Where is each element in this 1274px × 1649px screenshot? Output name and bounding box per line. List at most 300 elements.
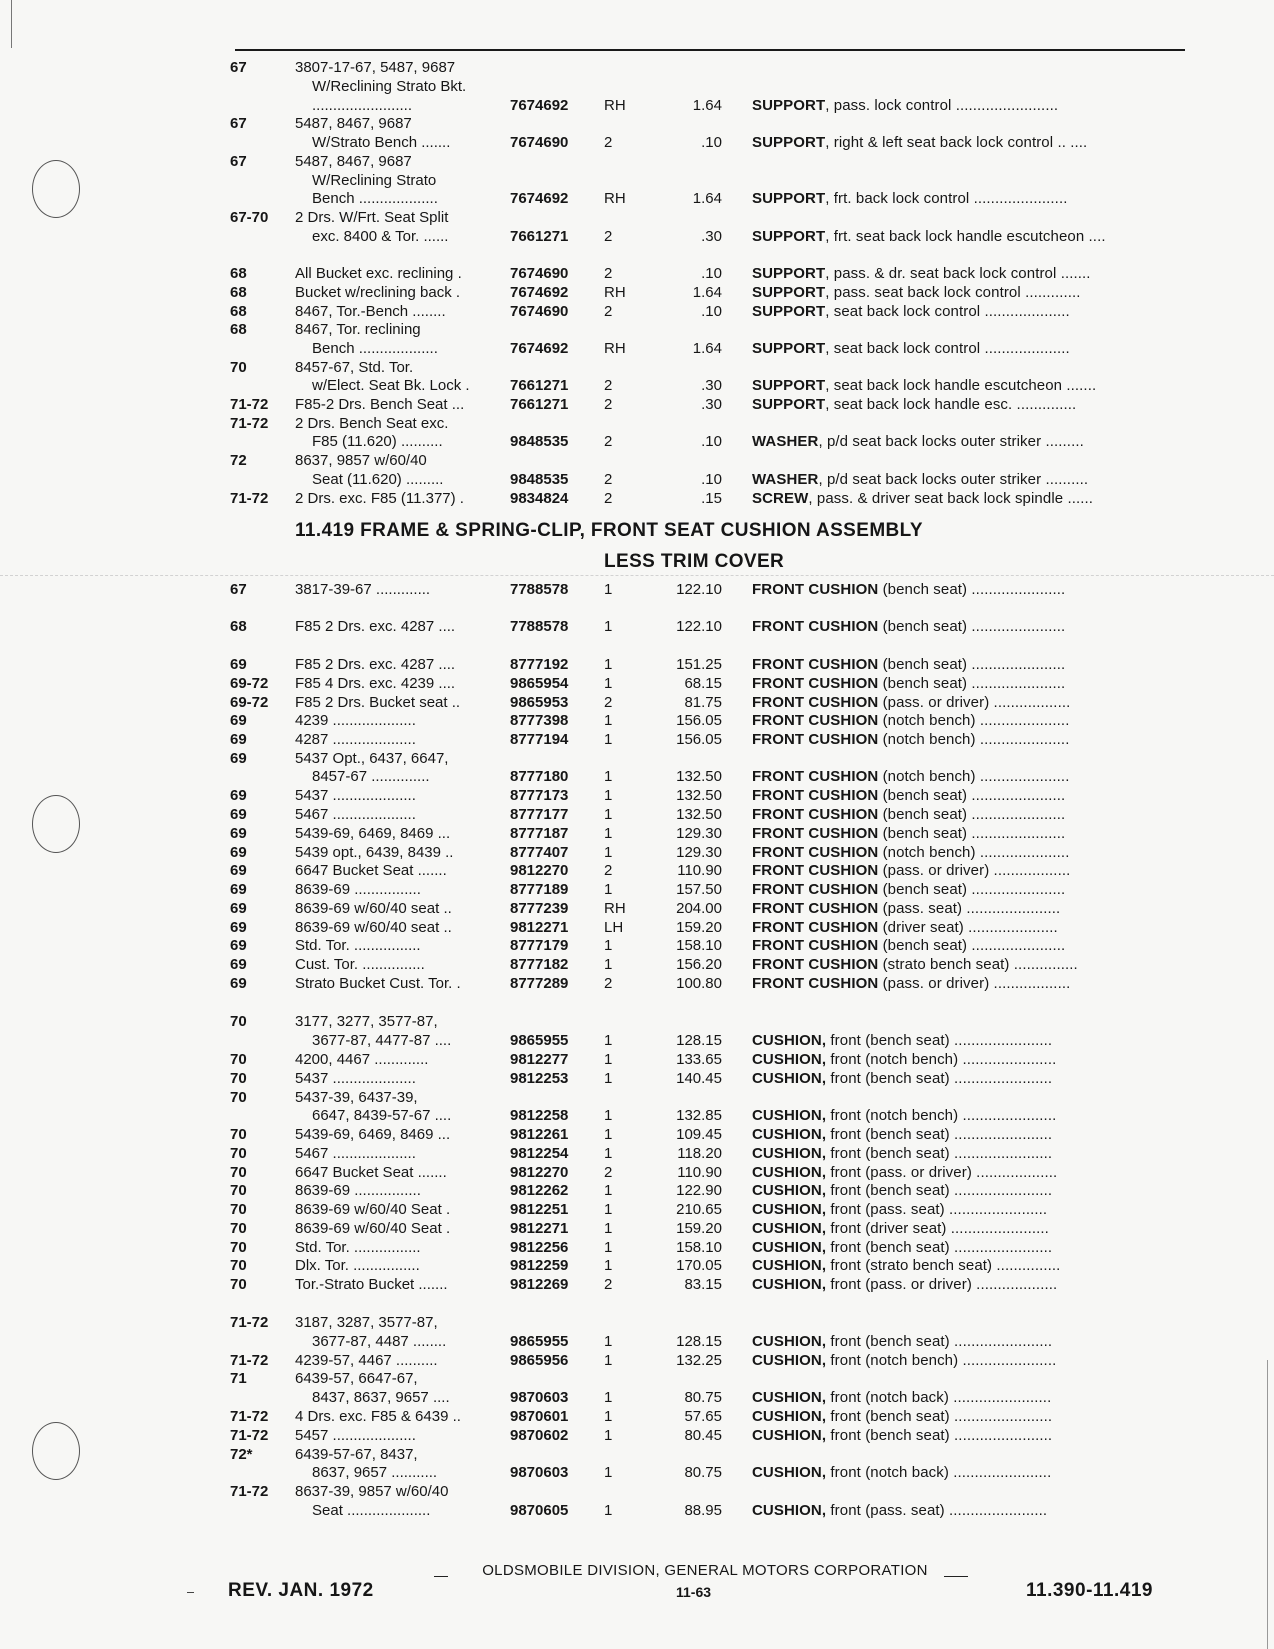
model-year: 69 — [230, 825, 247, 842]
part-description — [752, 918, 1058, 937]
parts-row — [0, 152, 1274, 171]
model-applicability: F85 2 Drs. exc. 4287 .... — [295, 656, 456, 673]
part-name: CUSHION, — [752, 1164, 827, 1181]
part-description — [752, 96, 1058, 115]
quantity: 1 — [604, 712, 613, 729]
part-name: CUSHION, — [752, 1464, 827, 1481]
model-year: 69 — [230, 975, 247, 992]
part-detail: (bench seat) ...................... — [878, 656, 1066, 673]
list-price: 157.50 — [676, 881, 722, 898]
part-name: FRONT CUSHION — [752, 806, 879, 823]
model-applicability: 8457-67 .............. — [312, 768, 430, 785]
part-name: FRONT CUSHION — [752, 712, 879, 729]
part-detail: (pass. seat) ...................... — [878, 900, 1061, 917]
parts-row — [0, 96, 1274, 115]
part-number: 7674692 — [510, 190, 569, 207]
model-applicability: Bucket w/reclining back . — [295, 284, 461, 301]
part-name: CUSHION, — [752, 1051, 827, 1068]
quantity: 2 — [604, 303, 613, 320]
quantity: 1 — [604, 1051, 613, 1068]
part-detail: front (bench seat) ....................... — [826, 1333, 1053, 1350]
model-applicability: 3677-87, 4487 ........ — [312, 1333, 447, 1350]
parts-row — [0, 1445, 1274, 1464]
quantity: 2 — [604, 1164, 613, 1181]
quantity: 1 — [604, 1389, 613, 1406]
quantity: 2 — [604, 975, 613, 992]
quantity: 2 — [604, 471, 613, 488]
list-price: 132.50 — [676, 787, 722, 804]
quantity: 1 — [604, 806, 613, 823]
quantity: 1 — [604, 1408, 613, 1425]
part-description — [752, 767, 1069, 786]
quantity: 1 — [604, 1220, 613, 1237]
part-description — [752, 1106, 1056, 1125]
quantity: 1 — [604, 1257, 613, 1274]
part-description — [752, 786, 1065, 805]
parts-row — [0, 1012, 1274, 1031]
model-applicability: Cust. Tor. ............... — [295, 956, 425, 973]
quantity: 1 — [604, 675, 613, 692]
part-number: 7674690 — [510, 303, 569, 320]
part-name: CUSHION, — [752, 1427, 827, 1444]
parts-row — [0, 1256, 1274, 1275]
parts-row — [0, 1332, 1274, 1351]
model-year: 70 — [230, 1239, 247, 1256]
part-number: 7661271 — [510, 377, 569, 394]
parts-row — [0, 1388, 1274, 1407]
part-detail: (bench seat) ...................... — [878, 618, 1066, 635]
part-description — [752, 227, 1106, 246]
model-applicability: 8467, Tor.-Bench ........ — [295, 303, 446, 320]
part-number: 8777179 — [510, 937, 569, 954]
part-number: 8777180 — [510, 768, 569, 785]
part-detail: front (pass. seat) ....................... — [826, 1502, 1048, 1519]
part-description — [752, 880, 1065, 899]
part-description — [752, 1275, 1057, 1294]
quantity: LH — [604, 919, 624, 936]
model-year: 70 — [230, 1164, 247, 1181]
list-price: 88.95 — [684, 1502, 722, 1519]
part-name: FRONT CUSHION — [752, 581, 879, 598]
part-number: 9848535 — [510, 471, 569, 488]
model-applicability: 2 Drs. exc. F85 (11.377) . — [295, 490, 464, 507]
part-number: 8777194 — [510, 731, 569, 748]
part-detail: (strato bench seat) ............... — [878, 956, 1078, 973]
list-price: 122.10 — [676, 581, 722, 598]
part-name: FRONT CUSHION — [752, 675, 879, 692]
quantity: 1 — [604, 1126, 613, 1143]
list-price: 118.20 — [677, 1145, 722, 1162]
quantity: 2 — [604, 228, 613, 245]
list-price: 133.65 — [676, 1051, 722, 1068]
model-applicability: 6439-57-67, 8437, — [295, 1446, 418, 1463]
part-number: 7788578 — [510, 618, 569, 635]
parts-row — [0, 899, 1274, 918]
parts-row — [0, 358, 1274, 377]
part-name: FRONT CUSHION — [752, 656, 879, 673]
part-number: 7788578 — [510, 581, 569, 598]
model-applicability: 5439 opt., 6439, 8439 .. — [295, 844, 454, 861]
part-detail: front (bench seat) ....................... — [826, 1427, 1053, 1444]
section-title: 11.419 FRAME & SPRING-CLIP, FRONT SEAT CUSHION ASSEMBLY — [295, 520, 923, 541]
part-name: CUSHION, — [752, 1333, 827, 1350]
part-detail: , p/d seat back locks outer striker ......... — [818, 433, 1084, 450]
quantity: 1 — [604, 787, 613, 804]
parts-row — [0, 1426, 1274, 1445]
list-price: 132.25 — [676, 1352, 722, 1369]
model-applicability: 5467 .................... — [295, 806, 416, 823]
model-applicability: F85 2 Drs. exc. 4287 .... — [295, 618, 456, 635]
list-price: 156.05 — [676, 712, 722, 729]
part-detail: (driver seat) ..................... — [878, 919, 1058, 936]
model-applicability: 6439-57, 6647-67, — [295, 1370, 418, 1387]
part-description — [752, 843, 1069, 862]
part-number: 9865953 — [510, 694, 569, 711]
part-number: 7674692 — [510, 340, 569, 357]
list-price: 128.15 — [676, 1333, 722, 1350]
model-year: 69 — [230, 712, 247, 729]
scan-mark — [187, 1592, 194, 1593]
part-description — [752, 133, 1087, 152]
part-number: 9812258 — [510, 1107, 569, 1124]
part-number: 8777289 — [510, 975, 569, 992]
part-description — [752, 1388, 1051, 1407]
parts-row — [0, 302, 1274, 321]
model-year: 69-72 — [230, 694, 269, 711]
model-applicability: w/Elect. Seat Bk. Lock . — [312, 377, 470, 394]
part-number: 9865955 — [510, 1333, 569, 1350]
model-applicability: 8437, 8637, 9657 .... — [312, 1389, 450, 1406]
part-description — [752, 1050, 1056, 1069]
list-price: .10 — [701, 303, 722, 320]
model-year: 71 — [230, 1370, 247, 1387]
part-number: 8777173 — [510, 787, 569, 804]
model-applicability: F85 2 Drs. Bucket seat .. — [295, 694, 461, 711]
parts-row — [0, 1407, 1274, 1426]
part-description — [752, 302, 1070, 321]
list-price: 204.00 — [676, 900, 722, 917]
list-price: .10 — [701, 433, 722, 450]
model-applicability: 3677-87, 4477-87 .... — [312, 1032, 452, 1049]
parts-row — [0, 655, 1274, 674]
list-price: 159.20 — [676, 1220, 722, 1237]
part-name: CUSHION, — [752, 1220, 827, 1237]
model-year: 70 — [230, 1089, 247, 1106]
parts-row — [0, 189, 1274, 208]
list-price: .10 — [701, 265, 722, 282]
scan-artifact-line — [0, 575, 1274, 577]
part-name: SUPPORT — [752, 377, 826, 394]
model-year: 67 — [230, 59, 247, 76]
part-name: CUSHION, — [752, 1126, 827, 1143]
model-year: 71-72 — [230, 1427, 269, 1444]
parts-row — [0, 955, 1274, 974]
list-price: 57.65 — [684, 1408, 722, 1425]
part-number: 8777407 — [510, 844, 569, 861]
model-applicability: 4 Drs. exc. F85 & 6439 .. — [295, 1408, 461, 1425]
model-year: 69 — [230, 937, 247, 954]
part-number: 9812253 — [510, 1070, 569, 1087]
part-name: CUSHION, — [752, 1276, 827, 1293]
model-year: 67-70 — [230, 209, 269, 226]
parts-row — [0, 693, 1274, 712]
quantity: 1 — [604, 1464, 613, 1481]
parts-row — [0, 114, 1274, 133]
part-number: 9812271 — [510, 1220, 569, 1237]
part-number: 9865955 — [510, 1032, 569, 1049]
model-year: 69 — [230, 656, 247, 673]
parts-row — [0, 283, 1274, 302]
list-price: .10 — [701, 471, 722, 488]
parts-row — [0, 489, 1274, 508]
part-description — [752, 655, 1065, 674]
part-description — [752, 1256, 1060, 1275]
part-description — [752, 189, 1068, 208]
model-applicability: All Bucket exc. reclining . — [295, 265, 462, 282]
part-description — [752, 395, 1076, 414]
model-year: 70 — [230, 359, 247, 376]
model-applicability: 6647, 8439-57-67 .... — [312, 1107, 452, 1124]
part-number: 8777182 — [510, 956, 569, 973]
model-applicability: F85 (11.620) .......... — [312, 433, 443, 450]
part-detail: (bench seat) ...................... — [878, 937, 1066, 954]
part-number: 9834824 — [510, 490, 569, 507]
part-detail: , seat back lock control .................... — [825, 303, 1070, 320]
model-applicability: 4200, 4467 ............. — [295, 1051, 429, 1068]
list-price: 132.85 — [676, 1107, 722, 1124]
model-year: 68 — [230, 265, 247, 282]
list-price: 100.80 — [676, 975, 722, 992]
quantity: 2 — [604, 265, 613, 282]
part-name: FRONT CUSHION — [752, 731, 879, 748]
model-applicability: W/Strato Bench ....... — [312, 134, 451, 151]
parts-row — [0, 320, 1274, 339]
model-applicability: Seat (11.620) ......... — [312, 471, 444, 488]
model-year: 69 — [230, 806, 247, 823]
parts-row — [0, 824, 1274, 843]
model-applicability: W/Reclining Strato — [312, 172, 437, 189]
model-year: 70 — [230, 1276, 247, 1293]
parts-row — [0, 843, 1274, 862]
part-name: CUSHION, — [752, 1389, 827, 1406]
list-price: 128.15 — [676, 1032, 722, 1049]
part-number: 9812277 — [510, 1051, 569, 1068]
model-year: 69 — [230, 900, 247, 917]
parts-row — [0, 730, 1274, 749]
quantity: 1 — [604, 731, 613, 748]
parts-row — [0, 1181, 1274, 1200]
part-name: CUSHION, — [752, 1201, 827, 1218]
quantity: 2 — [604, 377, 613, 394]
part-detail: , seat back lock control .................... — [825, 340, 1070, 357]
quantity: 1 — [604, 844, 613, 861]
part-description — [752, 974, 1070, 993]
part-detail: front (notch bench) ...................... — [826, 1352, 1057, 1369]
part-description — [752, 1125, 1052, 1144]
quantity: 1 — [604, 1107, 613, 1124]
quantity: 1 — [604, 1145, 613, 1162]
parts-row — [0, 1463, 1274, 1482]
model-year: 71-72 — [230, 1408, 269, 1425]
list-price: 156.20 — [676, 956, 722, 973]
part-detail: (notch bench) ..................... — [878, 731, 1070, 748]
model-applicability: 3187, 3287, 3577-87, — [295, 1314, 438, 1331]
part-detail: front (strato bench seat) ............... — [826, 1257, 1061, 1274]
part-number: 9812261 — [510, 1126, 569, 1143]
model-applicability: W/Reclining Strato Bkt. — [312, 78, 467, 95]
part-detail: front (notch bench) ...................... — [826, 1107, 1057, 1124]
part-name: CUSHION, — [752, 1502, 827, 1519]
part-name: FRONT CUSHION — [752, 937, 879, 954]
model-applicability: 3817-39-67 ............. — [295, 581, 431, 598]
model-applicability: 3177, 3277, 3577-87, — [295, 1013, 438, 1030]
part-detail: front (pass. seat) ....................... — [826, 1201, 1048, 1218]
part-description — [752, 693, 1070, 712]
model-year: 71-72 — [230, 396, 269, 413]
parts-row — [0, 617, 1274, 636]
model-applicability: 4239 .................... — [295, 712, 416, 729]
part-name: CUSHION, — [752, 1107, 827, 1124]
list-price: 81.75 — [684, 694, 722, 711]
list-price: 129.30 — [676, 844, 722, 861]
model-applicability: 8637-39, 9857 w/60/40 — [295, 1483, 449, 1500]
part-detail: (bench seat) ...................... — [878, 806, 1066, 823]
model-applicability: 8639-69 w/60/40 Seat . — [295, 1220, 451, 1237]
part-description — [752, 1163, 1057, 1182]
parts-row — [0, 936, 1274, 955]
model-applicability: Seat .................... — [312, 1502, 431, 1519]
model-year: 68 — [230, 321, 247, 338]
quantity: 1 — [604, 1032, 613, 1049]
part-description — [752, 711, 1069, 730]
list-price: .30 — [701, 377, 722, 394]
parts-row — [0, 1163, 1274, 1182]
part-name: CUSHION, — [752, 1145, 827, 1162]
part-description — [752, 1426, 1052, 1445]
part-description — [752, 432, 1084, 451]
parts-row — [0, 580, 1274, 599]
model-applicability: 8637, 9657 ........... — [312, 1464, 438, 1481]
parts-row — [0, 918, 1274, 937]
part-description — [752, 1031, 1052, 1050]
model-applicability: Strato Bucket Cust. Tor. . — [295, 975, 461, 992]
part-number: 8777189 — [510, 881, 569, 898]
part-description — [752, 376, 1096, 395]
part-detail: (pass. or driver) .................. — [878, 694, 1071, 711]
list-price: .30 — [701, 228, 722, 245]
quantity: 1 — [604, 581, 613, 598]
part-detail: front (bench seat) ....................... — [826, 1239, 1053, 1256]
part-description — [752, 1238, 1052, 1257]
part-name: CUSHION, — [752, 1182, 827, 1199]
part-description — [752, 264, 1091, 283]
part-description — [752, 805, 1065, 824]
part-detail: (bench seat) ...................... — [878, 581, 1066, 598]
parts-row — [0, 1275, 1274, 1294]
footer-revision: REV. JAN. 1972 — [228, 1580, 374, 1601]
part-description — [752, 617, 1065, 636]
list-price: .10 — [701, 134, 722, 151]
part-name: SUPPORT — [752, 340, 826, 357]
part-number: 9812269 — [510, 1276, 569, 1293]
parts-row — [0, 1031, 1274, 1050]
part-name: SUPPORT — [752, 396, 826, 413]
part-detail: , right & left seat back lock control .. .... — [825, 134, 1088, 151]
list-price: 68.15 — [684, 675, 722, 692]
model-applicability: 5437 Opt., 6437, 6647, — [295, 750, 449, 767]
part-name: SUPPORT — [752, 190, 826, 207]
parts-row — [0, 861, 1274, 880]
quantity: RH — [604, 97, 626, 114]
part-number: 8777192 — [510, 656, 569, 673]
part-description — [752, 489, 1093, 508]
model-applicability: 8467, Tor. reclining — [295, 321, 421, 338]
part-number: 9812259 — [510, 1257, 569, 1274]
part-number: 9870602 — [510, 1427, 569, 1444]
part-detail: front (pass. or driver) ................... — [826, 1164, 1058, 1181]
part-detail: , frt. seat back lock handle escutcheon .... — [825, 228, 1106, 245]
parts-row — [0, 880, 1274, 899]
part-name: FRONT CUSHION — [752, 900, 879, 917]
parts-row — [0, 1125, 1274, 1144]
list-price: 83.15 — [684, 1276, 722, 1293]
part-detail: , seat back lock handle escutcheon ....... — [825, 377, 1097, 394]
quantity: RH — [604, 190, 626, 207]
model-applicability: 6647 Bucket Seat ....... — [295, 1164, 447, 1181]
parts-row — [0, 376, 1274, 395]
parts-row — [0, 395, 1274, 414]
model-year: 69 — [230, 862, 247, 879]
list-price: 109.45 — [676, 1126, 722, 1143]
part-description — [752, 955, 1078, 974]
part-name: WASHER — [752, 433, 819, 450]
part-detail: , p/d seat back locks outer striker .......... — [818, 471, 1089, 488]
part-name: FRONT CUSHION — [752, 787, 879, 804]
parts-row — [0, 1482, 1274, 1501]
model-year: 71-72 — [230, 1352, 269, 1369]
model-applicability: F85 4 Drs. exc. 4239 .... — [295, 675, 456, 692]
quantity: 1 — [604, 1352, 613, 1369]
model-applicability: 5457 .................... — [295, 1427, 416, 1444]
part-description — [752, 1463, 1051, 1482]
list-price: 158.10 — [676, 1239, 722, 1256]
model-applicability: 8639-69 w/60/40 Seat . — [295, 1201, 451, 1218]
model-applicability: 5487, 8467, 9687 — [295, 115, 412, 132]
part-name: FRONT CUSHION — [752, 768, 879, 785]
part-detail: front (bench seat) ....................... — [826, 1032, 1053, 1049]
quantity: 2 — [604, 694, 613, 711]
parts-row — [0, 1088, 1274, 1107]
footer-page-number: 11-63 — [676, 1584, 712, 1600]
list-price: 159.20 — [676, 919, 722, 936]
page-edge-line — [11, 0, 12, 48]
part-description — [752, 1144, 1052, 1163]
quantity: 1 — [604, 618, 613, 635]
part-detail: front (bench seat) ....................... — [826, 1182, 1053, 1199]
quantity: RH — [604, 340, 626, 357]
part-number: 9812270 — [510, 862, 569, 879]
part-number: 9870605 — [510, 1502, 569, 1519]
model-applicability: 4287 .................... — [295, 731, 416, 748]
part-detail: (bench seat) ...................... — [878, 881, 1066, 898]
part-detail: (pass. or driver) .................. — [878, 975, 1071, 992]
list-price: 80.75 — [684, 1464, 722, 1481]
top-rule — [235, 49, 1185, 51]
parts-row — [0, 749, 1274, 768]
model-applicability: 5437 .................... — [295, 787, 416, 804]
list-price: 1.64 — [692, 97, 722, 114]
parts-row — [0, 1369, 1274, 1388]
